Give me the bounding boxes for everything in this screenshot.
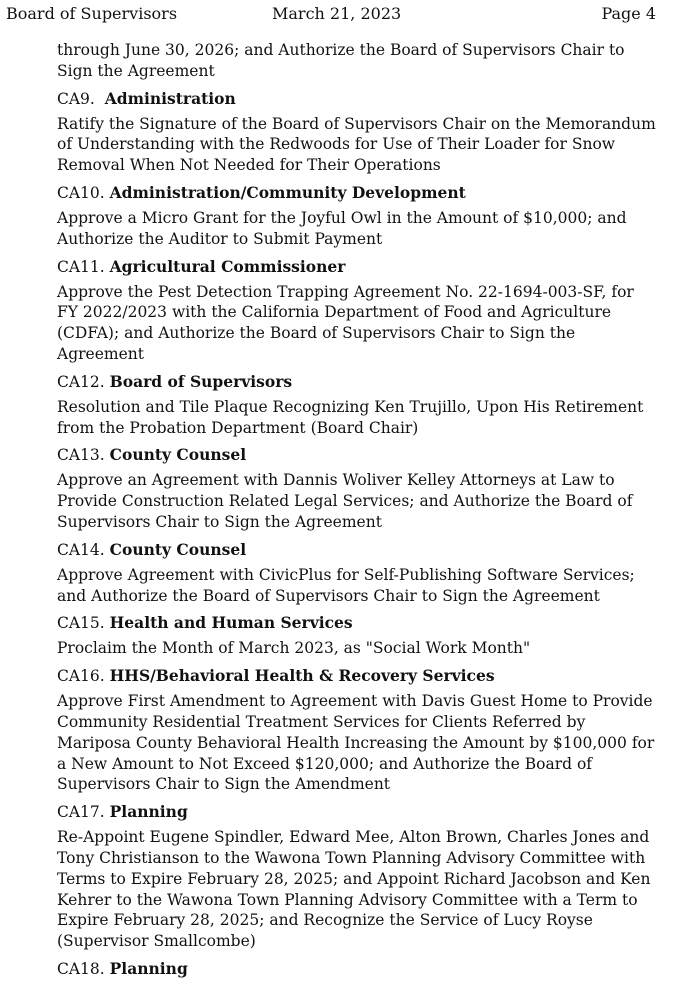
item-heading <box>57 958 657 980</box>
item-number: CA17. <box>57 803 105 822</box>
header-board-name: Board of Supervisors <box>6 4 178 23</box>
agenda-item <box>57 256 657 365</box>
item-department: HHS/Behavioral Health & Recovery Services <box>109 666 495 686</box>
item-heading <box>57 182 657 204</box>
item-number: CA13. <box>57 446 105 465</box>
item-number: CA11. <box>57 257 105 276</box>
item-heading <box>57 801 657 823</box>
agenda-item <box>57 801 657 952</box>
continuation-text: through June 30, 2026; and Authorize the Board of Supervisors Chair to Sign the Agreement <box>57 41 625 80</box>
item-description: Approve the Pest Detection Trapping Agreement No. 22-1694-003-SF, for FY 2022/2023 with the California Department of Food and Agriculture (CDFA); and Authorize the Board of Supervisors Chair to Sign the Agreement <box>57 282 634 363</box>
item-number: CA15. <box>57 614 105 633</box>
agenda-item <box>57 444 657 532</box>
item-heading <box>57 256 657 278</box>
item-number: CA16. <box>57 667 105 686</box>
item-description: Proclaim the Month of March 2023, as "Social Work Month" <box>57 639 531 658</box>
header-page-number: Page 4 <box>601 4 656 23</box>
item-department: Planning <box>109 958 188 978</box>
item-number: CA12. <box>57 372 105 391</box>
item-department: Agricultural Commissioner <box>109 256 346 276</box>
item-description: Approve First Amendment to Agreement with Davis Guest Home to Provide Community Residential Treatment Services for Clients Referred by Mariposa County Behavioral Health Increasing the Amount by $100,000 for a New Amount to Not Exceed $120,000; and Authorize the Board of Supervisors Chair to Sign the Amendment <box>57 692 655 794</box>
agenda-item <box>57 371 657 439</box>
item-heading <box>57 665 657 687</box>
item-description: Approve Agreement with CivicPlus for Self-Publishing Software Services; and Authorize the Board of Supervisors Chair to Sign the Agreement <box>57 565 635 605</box>
item-description: Ratify the Signature of the Board of Supervisors Chair on the Memorandum of Understanding with the Redwoods for Use of Their Loader for Snow Removal When Not Needed for Their Operations <box>57 114 656 175</box>
item-description: Approve a Micro Grant for the Joyful Owl in the Amount of $10,000; and Authorize the Auditor to Submit Payment <box>57 208 627 248</box>
item-number: CA14. <box>57 540 105 559</box>
item-heading <box>57 539 657 561</box>
item-department: Administration <box>104 88 236 108</box>
item-heading <box>57 612 657 634</box>
item-number: CA10. <box>57 183 105 202</box>
item-department: Administration/Community Development <box>109 182 466 202</box>
agenda-item <box>57 182 657 250</box>
item-department: Planning <box>109 802 188 822</box>
item-department: Board of Supervisors <box>109 371 293 391</box>
item-department: County Counsel <box>109 445 247 465</box>
item-description: Re-Appoint Eugene Spindler, Edward Mee, Alton Brown, Charles Jones and Tony Christianson to the Wawona Town Planning Advisory Committee with Terms to Expire February 28, 2025; and Appoint Richard Jacobson and Ken Kehrer to the Wawona Town Planning Advisory Committee with a Term to Expire February 28, 2025; and Recognize the Service of Lucy Royse (Supervisor Smallcombe) <box>57 828 651 951</box>
agenda-item <box>57 612 657 659</box>
item-description: Approve an Agreement with Dannis Woliver Kelley Attorneys at Law to Provide Construction Related Legal Services; and Authorize the Board of Supervisors Chair to Sign the Agreement <box>57 471 633 531</box>
agenda-item <box>57 539 657 607</box>
item-heading <box>57 371 657 393</box>
item-number: CA18. <box>57 959 105 978</box>
agenda-item <box>57 88 657 176</box>
item-department: County Counsel <box>109 539 247 559</box>
agenda-item <box>57 665 657 795</box>
header-date: March 21, 2023 <box>272 4 402 23</box>
agenda-content <box>57 40 657 984</box>
item-heading <box>57 88 657 110</box>
item-description: Resolution and Tile Plaque Recognizing Ken Trujillo, Upon His Retirement from the Probation Department (Board Chair) <box>57 397 644 437</box>
page-header <box>0 4 680 26</box>
item-department: Health and Human Services <box>109 613 353 633</box>
agenda-item <box>57 958 657 980</box>
item-heading <box>57 444 657 466</box>
item-number: CA9. <box>57 89 95 108</box>
